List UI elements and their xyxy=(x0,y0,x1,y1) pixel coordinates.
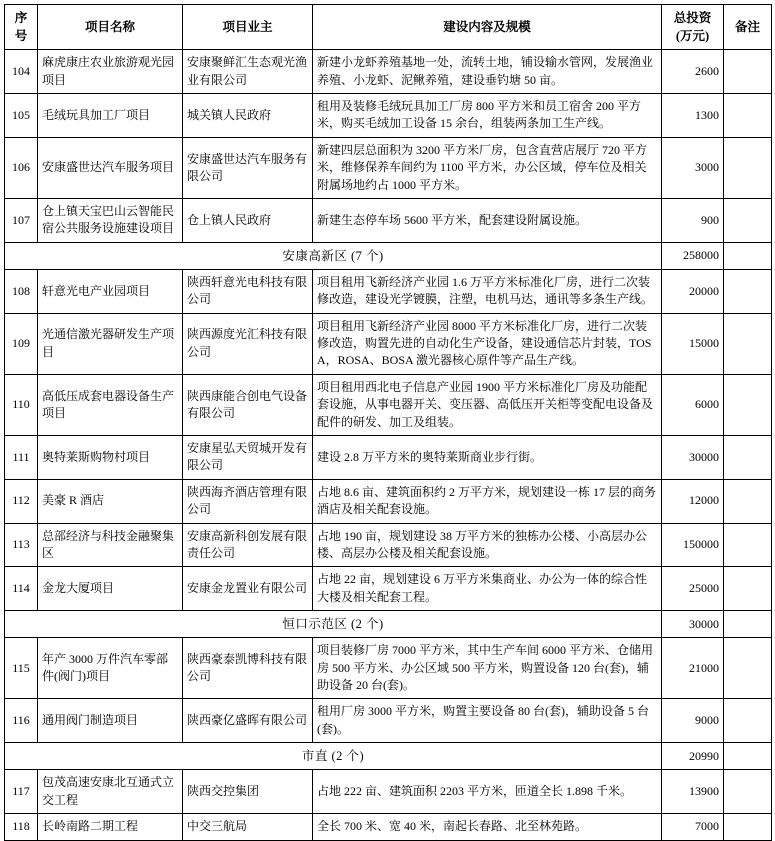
cell-remark xyxy=(724,479,772,523)
table-group-row xyxy=(5,242,772,269)
group-title: 安康高新区 (7 个) xyxy=(5,242,662,269)
cell-seq: 111 xyxy=(5,436,38,480)
cell-remark xyxy=(724,137,772,198)
cell-seq: 105 xyxy=(5,94,38,138)
cell-project-name: 光通信激光器研发生产项目 xyxy=(38,313,183,374)
cell-investment: 6000 xyxy=(662,374,724,435)
cell-project-name: 毛绒玩具加工厂项目 xyxy=(38,94,183,138)
cell-seq: 104 xyxy=(5,50,38,94)
cell-content: 全长 700 米、宽 40 米，南起长春路、北至林苑路。 xyxy=(313,814,662,840)
cell-seq: 106 xyxy=(5,137,38,198)
cell-remark xyxy=(724,770,772,814)
cell-investment: 150000 xyxy=(662,523,724,567)
table-row xyxy=(5,814,772,840)
table-row xyxy=(5,137,772,198)
cell-content: 建设 2.8 万平方米的奥特莱斯商业步行街。 xyxy=(313,436,662,480)
cell-remark xyxy=(724,743,772,770)
cell-project-name: 长岭南路二期工程 xyxy=(38,814,183,840)
cell-remark xyxy=(724,436,772,480)
cell-investment: 20990 xyxy=(662,743,724,770)
cell-investment: 15000 xyxy=(662,313,724,374)
cell-seq: 110 xyxy=(5,374,38,435)
cell-project-owner: 陕西交控集团 xyxy=(183,770,313,814)
table-row xyxy=(5,50,772,94)
cell-remark xyxy=(724,269,772,313)
column-header-content-scale: 建设内容及规模 xyxy=(313,5,662,50)
cell-seq: 107 xyxy=(5,198,38,242)
cell-investment: 12000 xyxy=(662,479,724,523)
cell-project-name: 安康盛世达汽车服务项目 xyxy=(38,137,183,198)
cell-project-owner: 安康盛世达汽车服务有限公司 xyxy=(183,137,313,198)
cell-project-name: 麻虎康庄农业旅游观光园项目 xyxy=(38,50,183,94)
cell-seq: 116 xyxy=(5,699,38,743)
cell-project-name: 通用阀门制造项目 xyxy=(38,699,183,743)
cell-remark xyxy=(724,198,772,242)
cell-seq: 114 xyxy=(5,567,38,611)
cell-project-owner: 陕西轩意光电科技有限公司 xyxy=(183,269,313,313)
cell-seq: 108 xyxy=(5,269,38,313)
cell-project-owner: 安康金龙置业有限公司 xyxy=(183,567,313,611)
cell-project-owner: 安康星弘天贸城开发有限公司 xyxy=(183,436,313,480)
cell-remark xyxy=(724,567,772,611)
table-row xyxy=(5,198,772,242)
cell-project-owner: 城关镇人民政府 xyxy=(183,94,313,138)
table-row xyxy=(5,567,772,611)
column-header-remark: 备注 xyxy=(724,5,772,50)
table-row xyxy=(5,479,772,523)
table-row xyxy=(5,94,772,138)
column-header-total-investment: 总投资(万元) xyxy=(662,5,724,50)
cell-investment: 13900 xyxy=(662,770,724,814)
cell-remark xyxy=(724,699,772,743)
cell-project-owner: 陕西源度光汇科技有限公司 xyxy=(183,313,313,374)
cell-project-owner: 仓上镇人民政府 xyxy=(183,198,313,242)
cell-seq: 115 xyxy=(5,638,38,699)
cell-seq: 118 xyxy=(5,814,38,840)
group-title: 恒口示范区 (2 个) xyxy=(5,611,662,638)
cell-investment: 30000 xyxy=(662,611,724,638)
cell-content: 新建四层总面积为 3200 平方米厂房，包含直营店展厅 720 平方米，维修保养车间约为 1100 平方米，办公区域，停车位及相关附属场地约占 1000 平方米。 xyxy=(313,137,662,198)
cell-content: 项目装修厂房 7000 平方米，其中生产车间 6000 平方米、仓储用房 500 平方米、办公区域 500 平方米，购置设备 120 台(套)，辅助设备 20 台(套)。 xyxy=(313,638,662,699)
cell-remark xyxy=(724,50,772,94)
cell-project-owner: 安康聚鲜汇生态观光渔业有限公司 xyxy=(183,50,313,94)
table-row xyxy=(5,374,772,435)
cell-content: 占地 22 亩，规划建设 6 万平方米集商业、办公为一体的综合性大楼及相关配套工程。 xyxy=(313,567,662,611)
column-header-seq: 序号 xyxy=(5,5,38,50)
cell-project-name: 美豪 R 酒店 xyxy=(38,479,183,523)
cell-project-name: 年产 3000 万件汽车零部件(阀门)项目 xyxy=(38,638,183,699)
cell-project-owner: 陕西豪泰凯博科技有限公司 xyxy=(183,638,313,699)
table-row xyxy=(5,313,772,374)
cell-remark xyxy=(724,242,772,269)
cell-investment: 258000 xyxy=(662,242,724,269)
table-row xyxy=(5,770,772,814)
cell-project-name: 总部经济与科技金融聚集区 xyxy=(38,523,183,567)
cell-content: 租用厂房 3000 平方米，购置主要设备 80 台(套)，辅助设备 5 台(套)。 xyxy=(313,699,662,743)
table-group-row xyxy=(5,611,772,638)
cell-seq: 113 xyxy=(5,523,38,567)
cell-project-name: 包茂高速安康北互通式立交工程 xyxy=(38,770,183,814)
table-group-row xyxy=(5,743,772,770)
table-row xyxy=(5,638,772,699)
cell-seq: 112 xyxy=(5,479,38,523)
cell-content: 项目租用西北电子信息产业园 1900 平方米标准化厂房及功能配套设施，从事电器开关、变压器、高低压开关柜等变配电设备及配件的研发、加工及组装。 xyxy=(313,374,662,435)
cell-content: 新建小龙虾养殖基地一处，流转土地，铺设输水管网，发展渔业养殖、小龙虾、泥鳅养殖，建设垂钓塘 50 亩。 xyxy=(313,50,662,94)
cell-remark xyxy=(724,374,772,435)
cell-investment: 30000 xyxy=(662,436,724,480)
cell-investment: 900 xyxy=(662,198,724,242)
column-header-project-owner: 项目业主 xyxy=(183,5,313,50)
cell-project-name: 奥特莱斯购物村项目 xyxy=(38,436,183,480)
cell-content: 占地 222 亩、建筑面积 2203 平方米，匝道全长 1.898 千米。 xyxy=(313,770,662,814)
cell-remark xyxy=(724,611,772,638)
cell-seq: 109 xyxy=(5,313,38,374)
cell-investment: 25000 xyxy=(662,567,724,611)
cell-project-owner: 陕西康能合创电气设备有限公司 xyxy=(183,374,313,435)
cell-investment: 2600 xyxy=(662,50,724,94)
cell-remark xyxy=(724,638,772,699)
cell-remark xyxy=(724,313,772,374)
cell-content: 项目租用飞新经济产业园 1.6 万平方米标准化厂房，进行二次装修改造，建设光学镀膜，注塑，电机马达，通讯等多条生产线。 xyxy=(313,269,662,313)
cell-project-name: 金龙大厦项目 xyxy=(38,567,183,611)
cell-content: 租用及装修毛绒玩具加工厂房 800 平方米和员工宿舍 200 平方米，购买毛绒加工设备 15 余台，组装两条加工生产线。 xyxy=(313,94,662,138)
table-row xyxy=(5,523,772,567)
cell-content: 新建生态停车场 5600 平方米，配套建设附属设施。 xyxy=(313,198,662,242)
cell-project-owner: 安康高新科创发展有限责任公司 xyxy=(183,523,313,567)
column-header-project-name: 项目名称 xyxy=(38,5,183,50)
group-title: 市直 (2 个) xyxy=(5,743,662,770)
cell-content: 项目租用飞新经济产业园 8000 平方米标准化厂房，进行二次装修改造，购置先进的自动化生产设备，建设通信芯片封装，TOSA，ROSA、BOSA 激光器核心原件等产品生产线。 xyxy=(313,313,662,374)
cell-seq: 117 xyxy=(5,770,38,814)
table-row xyxy=(5,269,772,313)
table-header xyxy=(5,5,772,50)
cell-project-name: 仓上镇天宝巴山云智能民宿公共服务设施建设项目 xyxy=(38,198,183,242)
table-row xyxy=(5,699,772,743)
cell-investment: 21000 xyxy=(662,638,724,699)
cell-project-owner: 陕西豪亿盛晖有限公司 xyxy=(183,699,313,743)
cell-investment: 9000 xyxy=(662,699,724,743)
cell-project-name: 轩意光电产业园项目 xyxy=(38,269,183,313)
cell-content: 占地 8.6 亩、建筑面积约 2 万平方米，规划建设一栋 17 层的商务酒店及相关配套设施。 xyxy=(313,479,662,523)
cell-remark xyxy=(724,94,772,138)
cell-project-name: 高低压成套电器设备生产项目 xyxy=(38,374,183,435)
table-header-row xyxy=(5,5,772,50)
cell-remark xyxy=(724,523,772,567)
table-row xyxy=(5,436,772,480)
cell-remark xyxy=(724,814,772,840)
cell-investment: 7000 xyxy=(662,814,724,840)
cell-investment: 1300 xyxy=(662,94,724,138)
project-table xyxy=(4,4,772,841)
cell-project-owner: 中交三航局 xyxy=(183,814,313,840)
table-body xyxy=(5,50,772,840)
cell-content: 占地 190 亩，规划建设 38 万平方米的独栋办公楼、小高层办公楼、高层办公楼及相关配套设施。 xyxy=(313,523,662,567)
cell-investment: 20000 xyxy=(662,269,724,313)
cell-project-owner: 陕西海齐酒店管理有限公司 xyxy=(183,479,313,523)
cell-investment: 3000 xyxy=(662,137,724,198)
